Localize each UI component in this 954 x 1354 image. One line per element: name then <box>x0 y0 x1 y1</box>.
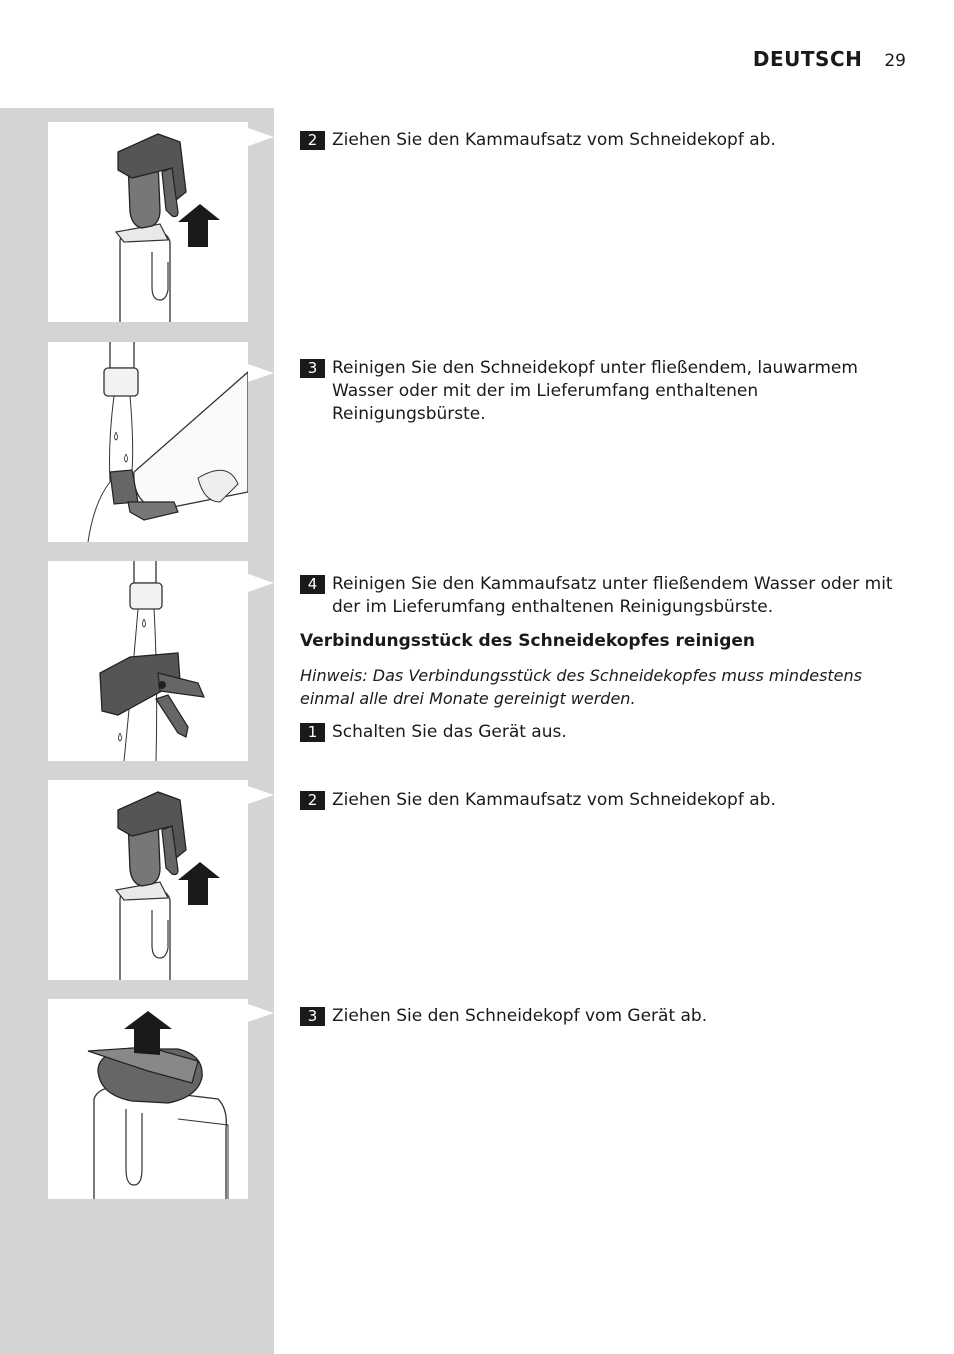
step-text: Reinigen Sie den Schneidekopf unter fließendem, lauwarmem Wasser oder mit der im Lieferumfang enthaltenen Reinigungsbürste. <box>332 358 858 424</box>
step-number-badge: 1 <box>300 723 325 742</box>
step-number-badge: 3 <box>300 1007 325 1026</box>
step-number-badge: 3 <box>300 359 325 378</box>
step-text: Ziehen Sie den Kammaufsatz vom Schneidekopf ab. <box>332 130 776 150</box>
step-rinse-cutting-head <box>300 357 904 426</box>
step-rinse-comb <box>300 573 904 619</box>
remove-comb-illustration-icon <box>48 122 248 322</box>
step-remove-comb-again <box>300 789 904 812</box>
section-heading: Verbindungsstück des Schneidekopfes reinigen <box>300 631 755 651</box>
step-number-badge: 2 <box>300 791 325 810</box>
step-text: Schalten Sie das Gerät aus. <box>332 722 567 742</box>
page-number: 29 <box>884 51 906 71</box>
step-text: Ziehen Sie den Schneidekopf vom Gerät ab. <box>332 1006 708 1026</box>
rinse-cutting-head-illustration-icon <box>48 342 248 542</box>
step-switch-off <box>300 721 904 744</box>
language-label: DEUTSCH <box>752 47 863 71</box>
section-note: Hinweis: Das Verbindungsstück des Schneidekopfes muss mindestens einmal alle drei Monate gereinigt werden. <box>300 666 862 708</box>
rinse-comb-illustration-icon <box>48 561 248 761</box>
remove-comb-illustration-icon <box>48 780 248 980</box>
step-text: Ziehen Sie den Kammaufsatz vom Schneidekopf ab. <box>332 790 776 810</box>
step-remove-cutting-head <box>300 1005 904 1028</box>
remove-cutting-head-illustration-icon <box>48 999 248 1199</box>
step-remove-comb <box>300 129 904 152</box>
step-number-badge: 2 <box>300 131 325 150</box>
step-text: Reinigen Sie den Kammaufsatz unter fließendem Wasser oder mit der im Lieferumfang enthaltenen Reinigungsbürste. <box>332 574 893 617</box>
step-number-badge: 4 <box>300 575 325 594</box>
page-header <box>753 47 906 75</box>
